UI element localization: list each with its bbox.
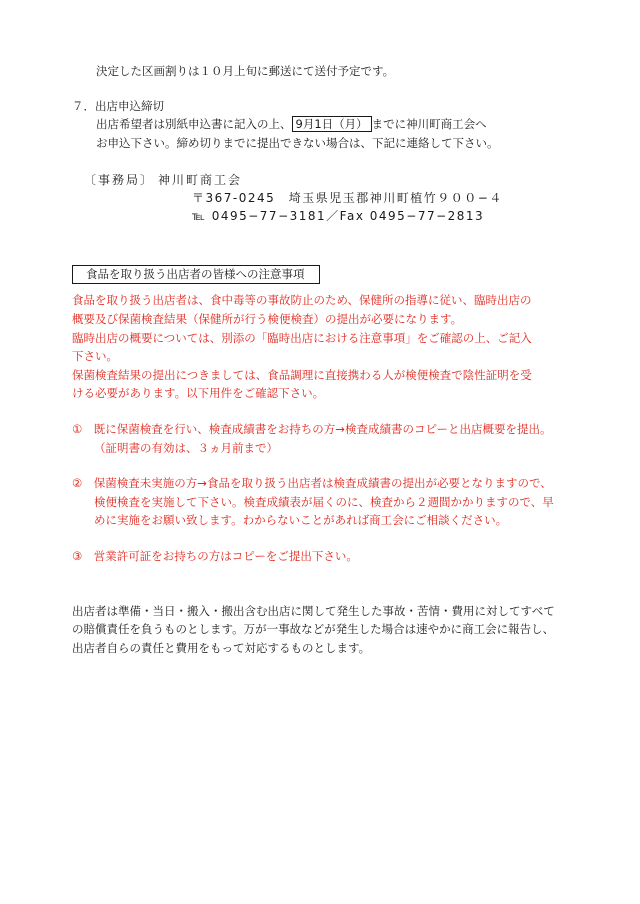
office-address: 〒367-0245 埼玉県児玉郡神川町植竹９００−４ [192, 191, 503, 205]
allocation-notice-text: 決定した区画割りは１０月上旬に郵送にて送付予定です。 [96, 64, 395, 78]
notice-item2-line1: ② 保菌検査未実施の方→食品を取り扱う出店者は検査成績書の提出が必要となりますので、 [72, 476, 552, 490]
notice-title: 食品を取り扱う出店者の皆様への注意事項 [86, 267, 305, 281]
notice-item1-line1: ① 既に保菌検査を行い、検査成績書をお持ちの方→検査成績書のコピーと出店概要を提出。 [72, 422, 552, 436]
notice-p2-line2: 下さい。 [72, 349, 118, 363]
notice-item1-line2: （証明書の有効は、３ヵ月前まで） [94, 441, 278, 455]
liability-line2: の賠償責任を負うものとします。万が一事故などが発生した場合は速やかに商工会に報告し、 [72, 622, 555, 636]
office-name: 神川町商工会 [158, 173, 243, 187]
deadline-line-1 [96, 116, 487, 132]
deadline-text-before: 出店希望者は別紙申込書に記入の上、 [96, 117, 292, 131]
liability-line1: 出店者は準備・当日・搬入・搬出含む出店に関して発生した事故・苦情・費用に対してすべて [72, 604, 555, 618]
notice-p2-line1: 臨時出店の概要については、別添の「臨時出店における注意事項」をご確認の上、ご記入 [72, 331, 532, 345]
notice-item2-line2: 検便検査を実施して下さい。検査成績表が届くのに、検査から２週間かかりますので、早 [94, 495, 554, 509]
office-label: 〔事務局〕 [84, 173, 155, 187]
liability-line3: 出店者自らの責任と費用をもって対応するものとします。 [72, 641, 371, 655]
deadline-text-after: までに神川町商工会へ [371, 117, 487, 131]
deadline-date-boxed: 9月1日（月） [292, 116, 372, 132]
notice-p3-line1: 保菌検査結果の提出につきましては、食品調理に直接携わる人が検便検査で陰性証明を受 [72, 368, 532, 382]
notice-p1-line2: 概要及び保菌検査結果（保健所が行う検便検査）の提出が必要になります。 [72, 312, 463, 326]
section-7-heading: ７．出店申込締切 [72, 99, 164, 113]
notice-p3-line2: ける必要があります。以下用件をご確認下さい。 [72, 386, 325, 400]
notice-p1-line1: 食品を取り扱う出店者は、食中毒等の事故防止のため、保健所の指導に従い、臨時出店の [72, 293, 532, 307]
deadline-line-2: お申込下さい。締め切りまでに提出できない場合は、下記に連絡して下さい。 [96, 136, 499, 150]
notice-item2-line3: めに実施をお願い致します。わからないことがあれば商工会にご相談ください。 [94, 513, 508, 527]
notice-item3-line1: ③ 営業許可証をお持ちの方はコピーをご提出下さい。 [72, 549, 358, 563]
office-tel-fax: ℡ 0495−77−3181／Fax 0495−77−2813 [192, 209, 485, 223]
